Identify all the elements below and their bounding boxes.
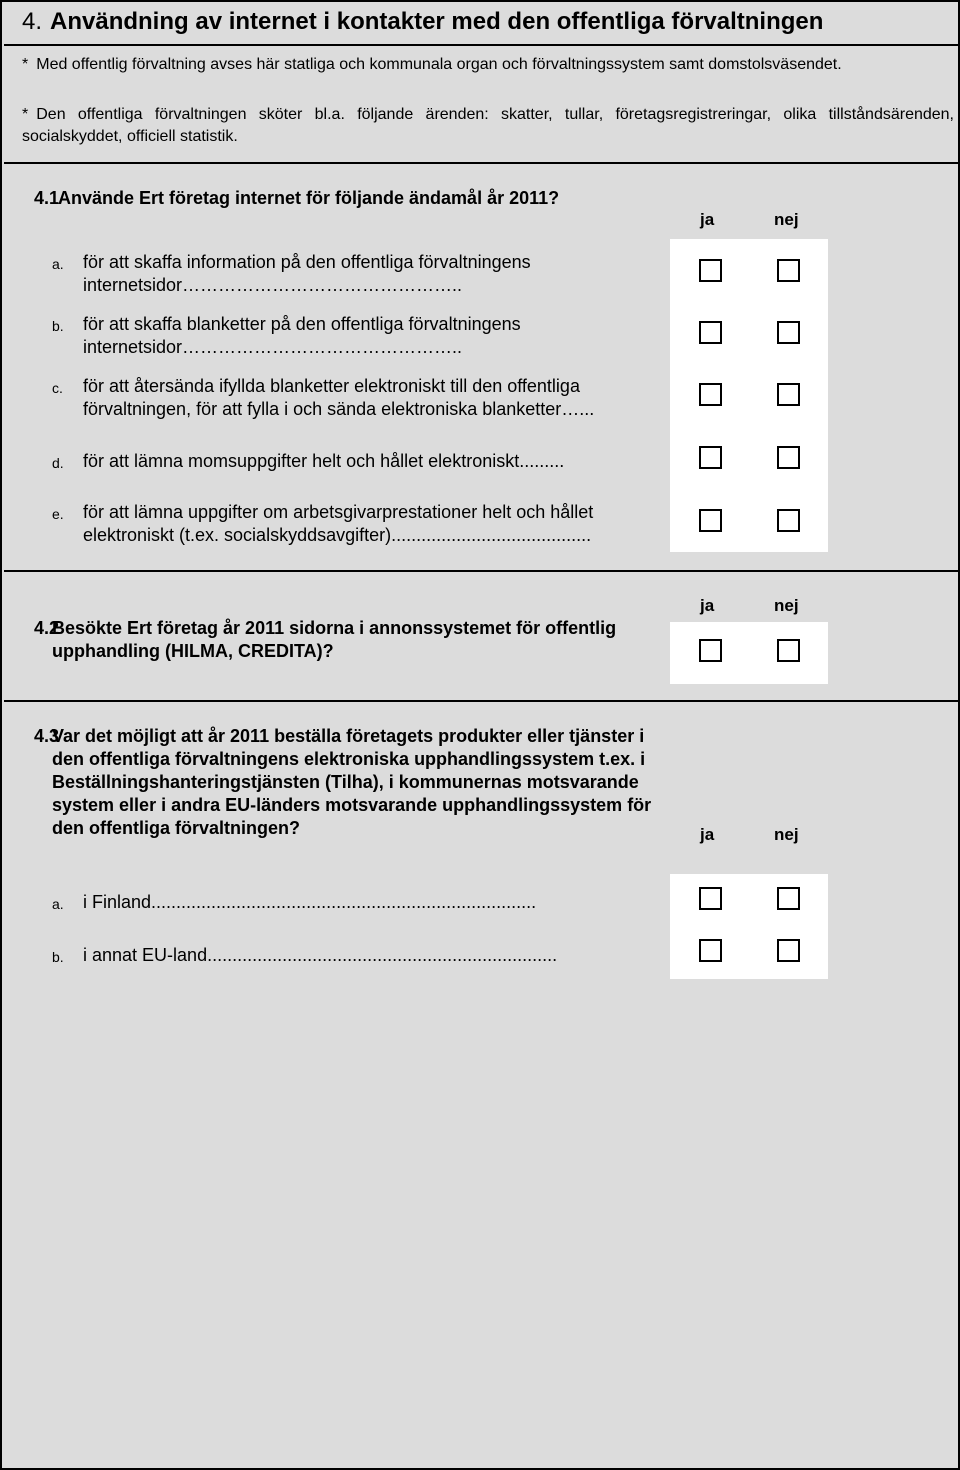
question-4-2-text: Besökte Ert företag år 2011 sidorna i annonssystemet för offentlig upphandling (HILMA, CREDITA)? — [52, 618, 617, 661]
note-2-star: * — [22, 106, 29, 123]
item-text: för att återsända ifyllda blanketter elektroniskt till den offentliga förvaltningen, för att fylla i och sända elektroniska blanketter…... — [83, 376, 595, 419]
checkbox-4-3-a-nej[interactable] — [777, 887, 800, 910]
checkbox-4-3-b-ja[interactable] — [699, 939, 722, 962]
item-text: för att lämna momsuppgifter helt och hållet elektroniskt......... — [83, 451, 565, 471]
question-4-2-number: 4.2 — [34, 618, 60, 638]
item-letter: d. — [52, 455, 64, 471]
note-1 — [22, 54, 954, 76]
checkbox-4-3-b-nej[interactable] — [777, 939, 800, 962]
section-title-text: Användning av internet i kontakter med den offentliga förvaltningen — [50, 8, 824, 35]
checkbox-4-1-e-ja[interactable] — [699, 509, 722, 532]
checkbox-4-1-e-nej[interactable] — [777, 509, 800, 532]
item-letter: e. — [52, 506, 64, 522]
divider — [4, 700, 960, 702]
question-4-2 — [34, 617, 634, 663]
checkbox-4-1-c-nej[interactable] — [777, 383, 800, 406]
header-ja: ja — [700, 210, 715, 229]
item-letter: b. — [52, 318, 64, 334]
item-text: för att lämna uppgifter om arbetsgivarprestationer helt och hållet elektroniskt (t.ex. socialskyddsavgifter)........................................ — [83, 502, 594, 545]
checkbox-4-1-b-ja[interactable] — [699, 321, 722, 344]
checkbox-4-1-d-ja[interactable] — [699, 446, 722, 469]
question-4-3-item-b — [52, 944, 672, 967]
note-1-text: Med offentlig förvaltning avses här statliga och kommunala organ och förvaltningssystem samt domstolsväsendet. — [36, 56, 842, 73]
checkbox-4-1-b-nej[interactable] — [777, 321, 800, 344]
section-number: 4. — [22, 8, 43, 35]
question-4-1-item-d — [52, 450, 672, 473]
checkbox-4-1-c-ja[interactable] — [699, 383, 722, 406]
answer-column — [670, 874, 828, 979]
divider — [4, 570, 960, 572]
item-letter: a. — [52, 256, 64, 272]
checkbox-4-2-nej[interactable] — [777, 639, 800, 662]
section-title — [22, 8, 823, 36]
note-2-text: Den offentliga förvaltningen sköter bl.a. följande ärenden: skatter, tullar, företagsregistreringar, olika tillståndsärenden, socialskyddet, officiell statistik. — [22, 106, 954, 145]
question-4-1-item-b — [52, 313, 672, 359]
question-4-1-number: 4.1 — [34, 188, 60, 208]
item-letter: a. — [52, 896, 64, 912]
checkbox-4-1-a-ja[interactable] — [699, 259, 722, 282]
answer-column — [670, 622, 828, 684]
question-4-1 — [34, 187, 654, 210]
question-4-3-number: 4.3 — [34, 726, 60, 746]
question-4-1-item-e — [52, 501, 672, 547]
checkbox-4-1-d-nej[interactable] — [777, 446, 800, 469]
checkbox-4-2-ja[interactable] — [699, 639, 722, 662]
checkbox-4-3-a-ja[interactable] — [699, 887, 722, 910]
question-4-1-item-c — [52, 375, 672, 421]
answer-column — [670, 239, 828, 552]
checkbox-4-1-a-nej[interactable] — [777, 259, 800, 282]
item-text: för att skaffa blanketter på den offentliga förvaltningens internetsidor……………………………………….. — [83, 314, 521, 357]
item-letter: b. — [52, 949, 64, 965]
divider — [4, 162, 960, 164]
header-nej: nej — [774, 596, 799, 615]
item-text: i annat EU-land...................................................................... — [83, 945, 558, 965]
note-2 — [22, 104, 954, 148]
question-4-3 — [34, 725, 656, 840]
question-4-3-item-a — [52, 891, 672, 914]
item-letter: c. — [52, 380, 63, 396]
header-ja: ja — [700, 596, 715, 615]
item-text: i Finland............................................................................. — [83, 892, 537, 912]
header-ja: ja — [700, 825, 715, 844]
divider — [4, 44, 960, 46]
note-1-star: * — [22, 56, 29, 73]
question-4-3-text: Var det möjligt att år 2011 beställa företagets produkter eller tjänster i den offentliga förvaltningens elektroniska upphandlingssystem t.ex. i Beställningshanteringstjänsten (Tilha), i kommunernas motsvarande system eller i andra EU-länders motsvarande upphandlingssystem för den offentliga förvaltningen? — [52, 726, 652, 838]
question-4-1-text: Använde Ert företag internet för följande ändamål år 2011? — [58, 188, 560, 208]
header-nej: nej — [774, 210, 799, 229]
header-nej: nej — [774, 825, 799, 844]
item-text: för att skaffa information på den offentliga förvaltningens internetsidor……………………………………….. — [83, 252, 531, 295]
question-4-1-item-a — [52, 251, 672, 297]
